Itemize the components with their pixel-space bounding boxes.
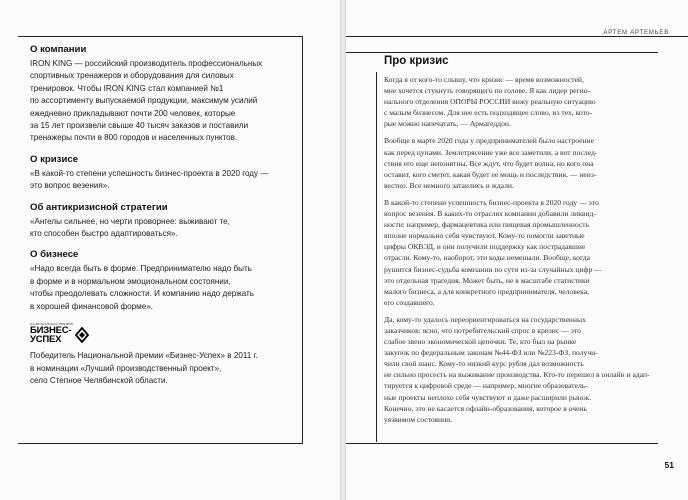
section-anticrisis-strategy xyxy=(30,202,300,241)
section-heading: О кризисе xyxy=(30,153,79,165)
company-sidebar xyxy=(30,44,300,387)
paragraph: Да, кому-то удалось переориентироваться на государственных заказчиков: ясно, что потребительский спрос в кризис — это слабое звено экономической цепочки. Те, кто был на рынке закупок по федеральным законам №44-ФЗ или №223-ФЗ, получи- чили свой шанс. Кому-то низкий курс рубля дал возможность не сильно просесть на выживание производства. Кто-то перешел в онлайн и адап- тируется к цифровой среде — например, многие образователь- ные проекты неплохо себя чувствуют и даже расширили рынок. Конечно, это не касается офлайн-образования, которое в очень уязвимом состоянии. xyxy=(384,314,650,424)
logo-word-line2: УСПЕХ xyxy=(30,334,62,346)
section-heading: Об антикризисной стратегии xyxy=(30,201,168,213)
running-head: АРТЕМ АРТЕМЬЕВ xyxy=(600,30,672,36)
logo-word-line1: БИЗНЕС- xyxy=(30,325,72,337)
header-rule xyxy=(346,36,688,37)
section-about-business xyxy=(30,249,300,313)
logo-caption: НАЦИОНАЛЬНАЯ ПРЕМИЯ xyxy=(30,322,73,327)
award-description: Победитель Национальной премии «Бизнес-Успех» в 2011 г. в номинации «Лучший производственный проект», село Степное Челябинской области. xyxy=(30,351,258,385)
section-text: IRON KING — российский производитель профессиональных спортивных тренажеров и оборудования для силовых тренировок. Чтобы IRON KING стал компанией №1 по ассортименту выпускаемой продукции, максимум усилий ежедневно прикладывают почти 200 человек, которые за 15 лет произвели свыше 40 тысяч заказов и поставили тренажеры почти в 800 городов и населенных пунктов. xyxy=(30,59,263,143)
page-number: 51 xyxy=(664,460,674,470)
section-text: «Ангелы сильнее, но черти проворнее: выживают те, кто способен быстро адаптироваться». xyxy=(30,216,230,239)
section-text: «Надо всегда быть в форме. Предпринимателю надо быть в форме и в нормальном эмоциональном состоянии, чтобы преодолевать сложности. И компанию надо держать в хорошей финансовой форме». xyxy=(30,264,254,311)
content-vertical-rule xyxy=(376,72,377,442)
chapter-title: Про кризис xyxy=(384,55,449,67)
paragraph: В какой-то степени успешность бизнес-проекта в 2020 году — это вопрос везения. В каких-то отраслях компании добавили ликвид- ности: например, фармацевтика или пищевая промышленность вполне нормально себя чувствуют. Кому-то помогли заветные цифры ОКВЭД, и они получили поддержку как пострадавшие отрасли. Кому-то, наоборот, эти коды немешали. Вообще, когда рушится бизнес-судьба компании по сути из-за случайных цифр — это отдельная трагедия. Может быть, не в масштабе статистики малого бизнеса, а для конкретного предпринимателя, человека, его создавшего. xyxy=(384,197,602,307)
business-success-logo xyxy=(30,322,120,344)
body-text xyxy=(384,74,656,431)
section-heading: О компании xyxy=(30,44,87,55)
section-about-company xyxy=(30,44,300,145)
section-text: «В какой-то степени успешность бизнес-проекта в 2020 году — это вопрос везения». xyxy=(30,168,269,191)
section-about-crisis xyxy=(30,154,300,193)
paragraph: Когда я от кого-то слышу, что кризис — время возможностей, мне хочется стукнуть говорящего по голове. Я как лидер регио- нального отделения ОПОРЫ РОССИИ вижу реальную ситуацию с малым бизнесом. Для нее есть подходящее слово, из тех, кото- рые можно напечатать, — Армагеддон. xyxy=(384,75,596,129)
logo-row xyxy=(30,326,89,344)
paragraph: Вообще в марте 2020 года у предпринимателей было настроение как перед цунами. Землетрясение уже все заметили, а вот послед- ствия его еще непонятны. Все ждут, что будет волна, но кого она оставит, кого сметет, какая будет ее мощь и последствия, — неиз- вестно. Все немного затаились и ждали. xyxy=(384,136,598,190)
section-heading: О бизнесе xyxy=(30,249,79,261)
logo-wordmark xyxy=(30,326,71,344)
award-emblem-icon xyxy=(75,327,89,343)
